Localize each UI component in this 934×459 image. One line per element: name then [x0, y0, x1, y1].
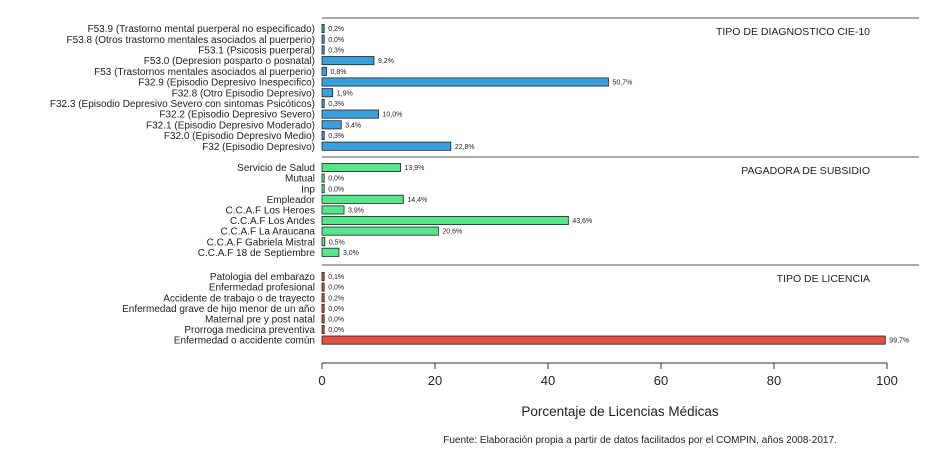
panels-layer: [50, 18, 919, 347]
value-label: 10,0%: [382, 111, 403, 119]
category-label: C.C.A.F Los Andes: [229, 216, 315, 228]
value-label: 3,9%: [348, 207, 365, 215]
x-tick-label: 20: [427, 373, 443, 388]
category-label: F53 (Trastornos mentales asociados al puerperio): [94, 66, 315, 78]
x-tick-label: 80: [766, 373, 782, 388]
value-label: 0,0%: [328, 186, 345, 194]
value-label: 13,9%: [404, 165, 425, 173]
bar: [322, 67, 327, 75]
category-label: F32.1 (Episodio Depresivo Moderado): [146, 120, 315, 132]
x-tick-label: 60: [653, 373, 669, 388]
category-label: Mutual: [284, 173, 315, 185]
bar: [322, 57, 374, 65]
value-label: 0,0%: [328, 327, 345, 335]
category-label: Enfermedad grave de hijo menor de un año: [122, 303, 315, 315]
category-label: C.C.A.F Los Heroes: [225, 205, 315, 217]
x-tick-label: 100: [876, 373, 898, 388]
bar: [322, 238, 325, 246]
category-label: F53.8 (Otros trastorno mentales asociados al puerperio): [66, 34, 315, 46]
value-label: 0,2%: [328, 26, 345, 34]
bar: [322, 163, 401, 171]
bar: [322, 272, 324, 280]
bar: [322, 216, 568, 224]
source-note: Fuente: Elaboración propia a partir de datos facilitados por el COMPIN, años 2008-2017.: [443, 435, 837, 446]
bar: [322, 99, 324, 107]
value-label: 50,7%: [612, 79, 633, 87]
category-label: Enfermedad o accidente común: [173, 335, 315, 347]
value-label: 0,3%: [328, 47, 345, 55]
panel-tipo-de-diagnostico-cie-10: [50, 18, 919, 153]
category-label: C.C.A.F La Araucana: [220, 226, 315, 238]
bar: [322, 195, 403, 203]
value-label: 0,0%: [328, 316, 345, 324]
category-label: Maternal pre y post natal: [204, 314, 315, 326]
panel-tipo-de-licencia: [122, 265, 919, 347]
value-label: 0,0%: [328, 305, 345, 313]
x-axis: [318, 363, 897, 388]
value-label: 1,9%: [336, 90, 353, 98]
value-label: 22,8%: [454, 143, 475, 151]
category-label: Patologia del embarazo: [209, 272, 315, 284]
bar: [322, 174, 324, 182]
bar: [322, 283, 324, 291]
category-label: C.C.A.F Gabriela Mistral: [206, 237, 315, 249]
value-label: 0,3%: [328, 101, 345, 108]
bar: [322, 315, 324, 323]
category-label: Servicio de Salud: [237, 163, 315, 175]
bar: [322, 206, 344, 214]
bar: [322, 78, 608, 86]
panel-title: TIPO DE LICENCIA: [776, 273, 870, 285]
value-label: 14,4%: [407, 196, 428, 204]
value-label: 0,2%: [328, 295, 345, 303]
value-label: 0,0%: [328, 284, 345, 292]
panel-title: PAGADORA DE SUBSIDIO: [741, 165, 870, 177]
panel-pagadora-de-subsidio: [198, 157, 919, 259]
value-label: 0,8%: [330, 68, 347, 76]
value-label: 99,7%: [889, 337, 910, 345]
bar: [322, 110, 379, 118]
bar: [322, 185, 324, 193]
value-label: 43,6%: [572, 218, 593, 226]
category-label: F32.2 (Episodio Depresivo Severo): [159, 109, 315, 121]
value-label: 20,6%: [442, 228, 463, 236]
x-tick-label: 0: [318, 373, 326, 388]
bar: [322, 24, 324, 32]
category-label: Accidente de trabajo o de trayecto: [163, 293, 315, 305]
value-label: 0,0%: [328, 36, 345, 44]
category-label: F53.1 (Psicosis puerperal): [198, 45, 315, 57]
category-label: Empleador: [266, 194, 315, 206]
category-label: Enfermedad profesional: [208, 282, 315, 294]
bar: [322, 336, 885, 344]
category-label: Prorroga medicina preventiva: [184, 325, 315, 337]
x-axis-label: Porcentaje de Licencias Médicas: [521, 404, 719, 419]
category-label: F53.9 (Trastorno mental puerperal no especificado): [87, 24, 315, 36]
category-label: C.C.A.F 18 de Septiembre: [197, 247, 315, 259]
category-label: Inp: [301, 184, 315, 196]
bar: [322, 304, 324, 312]
category-label: F32.8 (Otro Episodio Depresivo): [171, 88, 315, 100]
bar: [322, 325, 324, 333]
bar: [322, 131, 324, 139]
bar: [322, 46, 324, 54]
value-label: 9,2%: [377, 58, 394, 66]
category-label: F32.0 (Episodio Depresivo Medio): [163, 131, 315, 143]
bar: [322, 89, 333, 97]
category-label: F53.0 (Depresion posparto o posnatal): [143, 56, 315, 68]
bar: [322, 35, 324, 43]
value-label: 3,0%: [342, 249, 359, 257]
category-label: F32.9 (Episodio Depresivo Inespecifico): [138, 77, 315, 89]
bar: [322, 142, 451, 150]
category-label: F32 (Episodio Depresivo): [202, 141, 315, 153]
value-label: 0,0%: [328, 175, 345, 183]
category-label: F32.3 (Episodio Depresivo Severo con sintomas Psicóticos): [49, 99, 315, 110]
value-label: 0,1%: [328, 274, 345, 282]
bar: [322, 248, 339, 256]
value-label: 0,3%: [328, 133, 345, 141]
value-label: 3,4%: [345, 122, 362, 130]
panel-title: TIPO DE DIAGNOSTICO CIE-10: [715, 26, 870, 38]
value-label: 0,5%: [328, 239, 345, 247]
bar: [322, 121, 341, 129]
bar: [322, 294, 324, 302]
x-tick-label: 40: [540, 373, 556, 388]
bar: [322, 227, 438, 235]
